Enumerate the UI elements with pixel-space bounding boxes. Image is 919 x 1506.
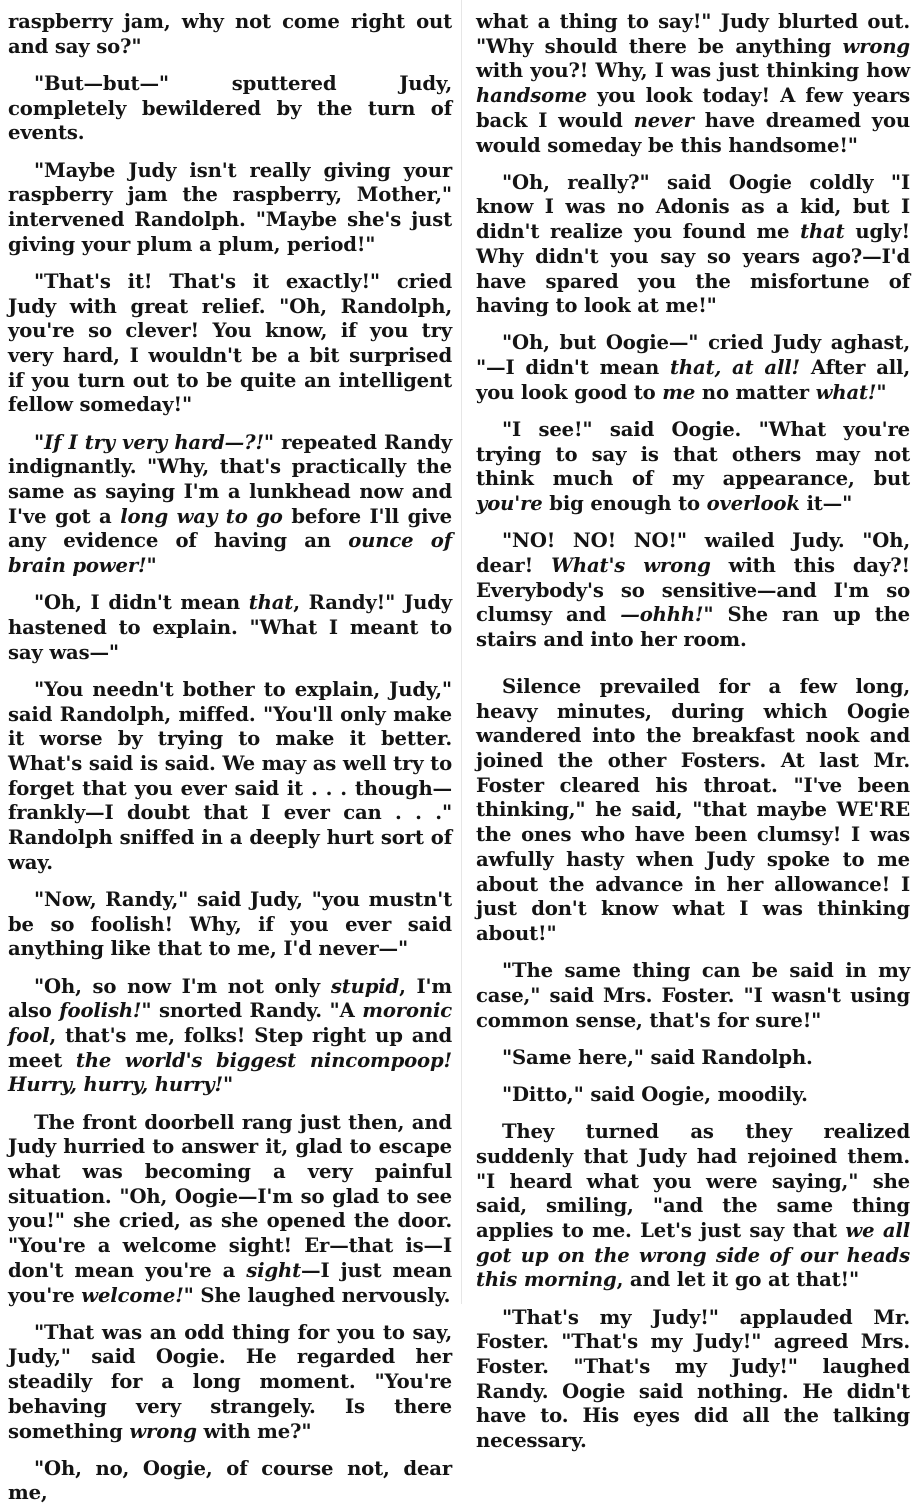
paragraph: what a thing to say!" Judy blurted out. "Why should there be anything wrong with you?! Why, I was just thinking how handsome you look today! A few years back I would never have dreamed you would someday be this handsome!" [476, 10, 910, 157]
paragraph: "Oh, so now I'm not only stupid, I'm also foolish!" snorted Randy. "A moronic fool, that's me, folks! Step right up and meet the world's biggest nincompoop! Hurry, hurry, hurry!" [8, 974, 453, 1097]
paragraph: "Now, Randy," said Judy, "you mustn't be so foolish! Why, if you ever said anything like that to me, I'd never—" [8, 888, 452, 961]
paragraph: "Same here," said Randolph. [502, 1045, 813, 1069]
paragraph: "That was an odd thing for you to say, Judy," said Oogie. He regarded her steadily for a long moment. "You're behaving very strangely. Is there something wrong with me?" [8, 1320, 452, 1443]
paragraph: "Oh, really?" said Oogie coldly "I know I was no Adonis as a kid, but I didn't realize you found me that ugly! Why didn't you say so years ago?—I'd have spared you the misfortune of having to look at me!" [476, 170, 910, 318]
paragraph: "Oh, I didn't mean that, Randy!" Judy hastened to explain. "What I meant to say was—" [8, 591, 452, 664]
paragraph: "NO! NO! NO!" wailed Judy. "Oh, dear! What's wrong with this day?! Everybody's so sensitive—and I'm so clumsy and —ohhh!" She ran up the stairs and into her room. [476, 529, 911, 652]
paragraph: "If I try very hard—?!" repeated Randy indignantly. "Why, that's practically the same as saying I'm a lunkhead now and I've got a long way to go before I'll give any evidence of having an ounce of brain power!" [8, 430, 452, 578]
paragraph: "That's my Judy!" applauded Mr. Foster. "That's my Judy!" agreed Mrs. Foster. "That's my Judy!" laughed Randy. Oogie said nothing. He didn't have to. His eyes did all the talking necessary. [476, 1305, 910, 1453]
paragraph: They turned as they realized suddenly that Judy had rejoined them. "I heard what you were saying," she said, smiling, "and the same thing applies to me. Let's just say that we all got up on the wrong side of our heads this morning, and let it go at that!" [476, 1120, 910, 1292]
paragraph: "I see!" said Oogie. "What you're trying to say is that others may not think much of my appearance, but you're big enough to overlook it—" [476, 418, 910, 516]
paragraph: "Maybe Judy isn't really giving your raspberry jam the raspberry, Mother," intervened Randolph. "Maybe she's just giving your plum a plum, period!" [8, 158, 452, 256]
paragraph: raspberry jam, why not come right out and say so?" [8, 10, 452, 58]
paragraph: "You needn't bother to explain, Judy," said Randolph, miffed. "You'll only make it worse by trying to make it better. What's said is said. We may as well try to forget that you ever said it . . . though—frankly—I doubt that I ever can . . ." Randolph sniffed in a deeply hurt sort of way. [8, 677, 452, 874]
paragraph: Silence prevailed for a few long, heavy minutes, during which Oogie wandered into the breakfast nook and joined the other Fosters. At last Mr. Foster cleared his throat. "I've been thinking," he said, "that maybe WE'RE the ones who have been clumsy! I was awfully hasty when Judy spoke to me about the advance in her allowance! I just don't know what I was thinking about!" [476, 674, 910, 945]
paragraph: "Oh, no, Oogie, of course not, dear me, [8, 1456, 452, 1505]
paragraph: "Ditto," said Oogie, moodily. [502, 1082, 808, 1106]
column-divider [461, 0, 462, 1304]
paragraph: The front doorbell rang just then, and Judy hurried to answer it, glad to escape what was becoming a very painful situation. "Oh, Oogie—I'm so glad to see you!" she cried, as she opened the door. "You're a welcome sight! Er—that is—I don't mean you're a sight—I just mean you're welcome!" She laughed nervously. [8, 1110, 452, 1307]
paragraph: "The same thing can be said in my case," said Mrs. Foster. "I wasn't using common sense, that's for sure!" [476, 959, 910, 1032]
left-column [8, 10, 453, 1505]
paragraph: "But—but—" sputtered Judy, completely bewildered by the turn of events. [8, 71, 452, 145]
paragraph: "That's it! That's it exactly!" cried Judy with great relief. "Oh, Randolph, you're so clever! You know, if you try very hard, I wouldn't be a bit surprised if you turn out to be quite an intelligent fellow someday!" [8, 269, 452, 417]
right-column [476, 10, 911, 1453]
paragraph: "Oh, but Oogie—" cried Judy aghast, "—I didn't mean that, at all! After all, you look good to me no matter what!" [476, 331, 910, 404]
